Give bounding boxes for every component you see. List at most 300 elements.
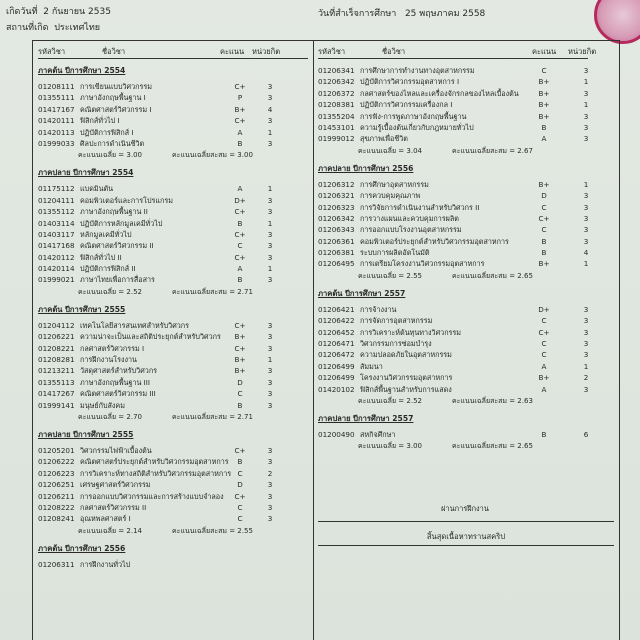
semester-title: ภาคปลาย ปีการศึกษา 2555: [38, 429, 134, 439]
end-rule-bottom: [318, 545, 614, 546]
course-code: 01355204: [318, 111, 355, 121]
gpa-line: [318, 440, 588, 452]
course-row: [318, 76, 588, 87]
credit-header: หน่วยกิต: [252, 47, 281, 56]
course-credit: 3: [267, 207, 273, 217]
course-grade: C+: [234, 320, 246, 330]
course-credit: 3: [267, 82, 273, 91]
cumulative-gpa: คะแนนเฉลี่ยสะสม = 2.71: [172, 287, 253, 296]
course-row: [38, 479, 308, 490]
course-credit: 1: [267, 264, 273, 274]
course-code: 01420102: [318, 384, 355, 394]
course-grade: P: [237, 93, 243, 103]
semester-gpa: คะแนนเฉลี่ย = 3.04: [358, 146, 422, 155]
semester-block: [38, 167, 308, 298]
course-credit: 3: [583, 350, 589, 360]
column-divider: [313, 40, 314, 640]
course-name: คอมพิวเตอร์และการโปรแกรม: [80, 195, 173, 205]
course-row: [38, 343, 308, 354]
course-row: [318, 202, 588, 213]
birth-place-value: ประเทศไทย: [54, 23, 101, 33]
name-header: ชื่อวิชา: [102, 47, 126, 56]
gpa-line: [38, 149, 308, 161]
course-row: [38, 468, 308, 479]
course-row: [38, 81, 308, 92]
course-row: [38, 263, 308, 274]
course-code: 01420114: [38, 264, 75, 274]
course-code: 01213211: [38, 366, 75, 376]
semester-block: [38, 65, 308, 161]
course-row: [38, 491, 308, 502]
course-credit: 3: [267, 138, 273, 148]
course-grade: B+: [538, 88, 550, 98]
course-name: แบดมินตัน: [80, 184, 114, 194]
course-row: [318, 88, 588, 99]
course-row: [38, 320, 308, 331]
course-name: ปฏิบัติการฟิสิกส์ I: [80, 127, 134, 137]
graduation-line: [318, 6, 485, 20]
course-credit: 3: [267, 445, 273, 455]
course-name: คณิตศาสตร์วิศวกรรม III: [80, 389, 156, 399]
course-credit: 1: [267, 184, 273, 194]
course-name: การจ้างงาน: [360, 304, 397, 314]
course-name: เทคโนโลยีสารสนเทศสำหรับวิศวกร: [80, 320, 190, 330]
course-credit: 6: [583, 429, 589, 439]
course-credit: 3: [267, 480, 273, 490]
course-grade: C: [237, 502, 243, 512]
semester-block: [38, 304, 308, 423]
course-credit: 3: [583, 134, 589, 144]
course-code: 01204111: [38, 195, 75, 205]
course-credit: 3: [267, 229, 273, 239]
course-credit: 1: [583, 361, 589, 371]
course-credit: 3: [267, 275, 273, 285]
course-code: 01206381: [318, 248, 355, 258]
course-row: [38, 365, 308, 376]
course-name: การวิเคราะห์ต้นทุนทางวิศวกรรม: [360, 327, 462, 337]
course-code: 01403114: [38, 218, 75, 228]
course-row: [38, 206, 308, 217]
course-grade: C+: [234, 82, 246, 91]
cumulative-gpa: คะแนนเฉลี่ยสะสม = 2.65: [452, 271, 533, 280]
course-name: สัมมนา: [360, 361, 383, 371]
course-grade: B: [237, 275, 243, 285]
course-name: สหกิจศึกษา: [360, 429, 396, 439]
semester-block: [318, 163, 588, 282]
course-name: ฟิสิกส์ทั่วไป II: [80, 252, 122, 262]
course-name: กลศาสตร์ของไหลและเครื่องจักรกลของไหลเบื้องต้น: [360, 88, 519, 98]
course-row: [38, 127, 308, 138]
course-grade: C: [541, 202, 547, 212]
course-credit: 3: [583, 304, 589, 314]
course-grade: B+: [234, 332, 246, 342]
course-grade: D: [237, 377, 243, 387]
course-credit: 1: [267, 218, 273, 228]
course-code: 01206251: [38, 480, 75, 490]
course-credit: 3: [267, 502, 273, 512]
cumulative-gpa: คะแนนเฉลี่ยสะสม = 2.63: [452, 396, 533, 405]
course-row: [318, 65, 588, 76]
course-name: ภาษาอังกฤษพื้นฐาน III: [80, 377, 151, 387]
course-grade: D: [541, 191, 547, 201]
course-row: [318, 111, 588, 122]
course-grade: B: [237, 457, 243, 467]
course-credit: 3: [267, 389, 273, 399]
course-credit: 3: [583, 236, 589, 246]
course-name: ปฏิบัติการวิศวกรรมอุตสาหการ I: [360, 77, 460, 87]
course-grade: C+: [234, 116, 246, 126]
course-credit: 3: [583, 327, 589, 337]
course-row: [38, 115, 308, 126]
course-grade: C: [237, 468, 243, 478]
course-name: ปฏิบัติการหลักมูลเคมีทั่วไป: [80, 218, 163, 228]
end-of-transcript: สิ้นสุดเนื้อหาทรานสคริป: [426, 532, 506, 541]
left-column: [38, 42, 308, 574]
course-credit: 1: [267, 355, 273, 365]
course-credit: 3: [267, 320, 273, 330]
semester-gpa: คะแนนเฉลี่ย = 2.70: [78, 412, 142, 421]
course-code: 01206499: [318, 373, 355, 383]
cumulative-gpa: คะแนนเฉลี่ยสะสม = 2.71: [172, 412, 253, 421]
course-row: [38, 456, 308, 467]
course-code: 01208222: [38, 502, 75, 512]
course-credit: 3: [267, 343, 273, 353]
course-code: 01206311: [38, 559, 75, 569]
course-code: 01355111: [38, 93, 75, 103]
semester-block: [38, 543, 308, 570]
course-grade: D+: [538, 304, 550, 314]
course-grade: C+: [234, 445, 246, 455]
course-credit: 1: [583, 179, 589, 189]
course-name: การศึกษาอุตสาหกรรม: [360, 179, 429, 189]
course-row: [318, 304, 588, 315]
course-name: คณิตศาสตร์ประยุกต์สำหรับวิศวกรรมอุตสาหการ: [80, 457, 229, 467]
course-row: [318, 224, 588, 235]
course-row: [38, 400, 308, 411]
code-header: รหัสวิชา: [318, 47, 346, 56]
left-column-header: [38, 42, 308, 59]
course-name: ปฏิบัติการวิศวกรรมเครื่องกล I: [360, 100, 453, 110]
course-name: โครงงานวิศวกรรมอุตสาหการ: [360, 373, 453, 383]
course-credit: 3: [267, 93, 273, 103]
course-row: [318, 179, 588, 190]
course-grade: C+: [234, 252, 246, 262]
course-code: 01206372: [318, 88, 355, 98]
course-code: 01206323: [318, 202, 355, 212]
course-name: วิศวกรรมการซ่อมบำรุง: [360, 339, 432, 349]
course-name: ศิลปะการดำเนินชีวิต: [80, 138, 145, 148]
course-row: [38, 229, 308, 240]
course-code: 01999012: [318, 134, 355, 144]
course-grade: B+: [234, 366, 246, 376]
grade-header: คะแนน: [532, 47, 557, 56]
course-credit: 3: [267, 514, 273, 524]
course-code: 01206321: [318, 191, 355, 201]
course-name: การวิเคราะห์ทางสถิติสำหรับวิศวกรรมอุตสาหการ: [80, 468, 232, 478]
course-name: กลศาสตร์วิศวกรรม I: [80, 343, 145, 353]
course-code: 01206495: [318, 259, 355, 269]
course-row: [38, 377, 308, 388]
course-grade: B+: [234, 355, 246, 365]
course-row: [318, 258, 588, 269]
course-code: 01204112: [38, 320, 75, 330]
course-code: 01999021: [38, 275, 75, 285]
course-row: [38, 240, 308, 251]
course-code: 01206361: [318, 236, 355, 246]
course-grade: C: [541, 225, 547, 235]
course-grade: C+: [538, 327, 550, 337]
end-rule: [318, 521, 614, 522]
gpa-line: [318, 145, 588, 157]
course-name: คอมพิวเตอร์ประยุกต์สำหรับวิศวกรรมอุตสาหการ: [360, 236, 509, 246]
course-code: 01355112: [38, 207, 75, 217]
course-row: [38, 274, 308, 285]
course-code: 01355113: [38, 377, 75, 387]
course-name: ฟิสิกส์พื้นฐานสำหรับการแสดง: [360, 384, 452, 394]
course-code: 01208381: [318, 100, 355, 110]
course-grade: C+: [538, 213, 550, 223]
course-name: ภาษาอังกฤษพื้นฐาน I: [80, 93, 146, 103]
course-credit: 3: [583, 225, 589, 235]
course-grade: C: [541, 66, 547, 75]
course-credit: 3: [267, 332, 273, 342]
course-credit: 3: [583, 339, 589, 349]
course-credit: 3: [267, 377, 273, 387]
course-credit: 3: [583, 202, 589, 212]
course-credit: 4: [583, 248, 589, 258]
course-grade: A: [541, 134, 547, 144]
course-grade: C+: [234, 491, 246, 501]
semester-title: ภาคปลาย ปีการศึกษา 2556: [318, 163, 414, 173]
course-name: ความรู้เบื้องต้นเกี่ยวกับกฎหมายทั่วไป: [360, 122, 474, 132]
course-name: ฟิสิกส์ทั่วไป I: [80, 116, 120, 126]
course-name: กลศาสตร์วิศวกรรม II: [80, 502, 147, 512]
course-code: 01420113: [38, 127, 75, 137]
course-code: 01175112: [38, 184, 75, 194]
course-grade: B+: [538, 111, 550, 121]
course-grade: B: [237, 400, 243, 410]
course-credit: 3: [583, 191, 589, 201]
course-code: 01206342: [318, 77, 355, 87]
semester-block: [38, 429, 308, 537]
course-code: 01208221: [38, 343, 75, 353]
course-code: 01206343: [318, 225, 355, 235]
course-name: การจัดการอุตสาหกรรม: [360, 316, 433, 326]
course-grade: B+: [538, 259, 550, 269]
course-credit: 3: [267, 195, 273, 205]
gpa-line: [38, 525, 308, 537]
course-credit: 1: [583, 100, 589, 110]
transcript-header: [0, 0, 640, 40]
gpa-line: [38, 411, 308, 423]
course-code: 01206312: [318, 179, 355, 189]
course-grade: B: [541, 429, 547, 439]
course-code: 01420112: [38, 252, 75, 262]
course-row: [318, 429, 588, 440]
course-grade: B: [541, 248, 547, 258]
cumulative-gpa: คะแนนเฉลี่ยสะสม = 3.00: [172, 151, 253, 160]
internship-note: ผ่านการฝึกงาน: [441, 504, 489, 513]
course-grade: C: [541, 339, 547, 349]
course-name: คณิตศาสตร์วิศวกรรม I: [80, 104, 152, 114]
name-header: ชื่อวิชา: [382, 47, 406, 56]
course-credit: 3: [583, 384, 589, 394]
course-row: [318, 327, 588, 338]
course-code: 01206342: [318, 213, 355, 223]
course-code: 01206211: [38, 491, 75, 501]
course-code: 01205201: [38, 445, 75, 455]
course-grade: B: [237, 218, 243, 228]
gpa-line: [38, 286, 308, 298]
course-name: การวางแผนและควบคุมการผลิต: [360, 213, 459, 223]
right-column-header: [318, 42, 597, 59]
course-code: 01206341: [318, 66, 355, 75]
course-credit: 3: [583, 111, 589, 121]
course-grade: A: [237, 264, 243, 274]
course-name: หลักมูลเคมีทั่วไป: [80, 229, 132, 239]
semester-gpa: คะแนนเฉลี่ย = 3.00: [78, 151, 142, 160]
course-credit: 3: [267, 366, 273, 376]
semester-gpa: คะแนนเฉลี่ย = 2.14: [78, 526, 142, 535]
semester-block: [318, 288, 588, 407]
course-grade: A: [237, 127, 243, 137]
course-row: [38, 513, 308, 524]
cumulative-gpa: คะแนนเฉลี่ยสะสม = 2.55: [172, 526, 253, 535]
semester-gpa: คะแนนเฉลี่ย = 2.55: [358, 271, 422, 280]
course-code: 01208241: [38, 514, 75, 524]
course-credit: 3: [583, 122, 589, 132]
course-code: 01999141: [38, 400, 75, 410]
graduation-value: 25 พฤษภาคม 2558: [404, 9, 486, 19]
course-row: [38, 92, 308, 103]
birth-place-line: [6, 20, 100, 34]
course-name: วัสดุศาสตร์สำหรับวิศวกร: [80, 366, 158, 376]
gpa-line: [318, 395, 588, 407]
course-row: [38, 195, 308, 206]
course-credit: 1: [583, 77, 589, 87]
course-row: [318, 349, 588, 360]
course-grade: B+: [538, 100, 550, 110]
course-row: [318, 122, 588, 133]
course-row: [38, 252, 308, 263]
course-credit: 1: [267, 127, 273, 137]
course-credit: 2: [583, 373, 589, 383]
course-grade: C: [541, 350, 547, 360]
course-row: [318, 372, 588, 383]
course-row: [38, 183, 308, 194]
course-name: ระบบการผลิตอัตโนมัติ: [360, 248, 430, 258]
course-code: 01206222: [38, 457, 75, 467]
course-code: 01208281: [38, 355, 75, 365]
course-name: ความน่าจะเป็นและสถิติประยุกต์สำหรับวิศวกร: [80, 332, 221, 342]
course-row: [38, 388, 308, 399]
course-grade: B+: [234, 104, 246, 114]
right-column: [318, 42, 597, 456]
course-row: [318, 361, 588, 372]
course-row: [318, 315, 588, 326]
semester-title: ภาคต้น ปีการศึกษา 2555: [38, 304, 126, 314]
course-row: [38, 502, 308, 513]
course-name: ความปลอดภัยในอุตสาหกรรม: [360, 350, 452, 360]
course-code: 01206421: [318, 304, 355, 314]
course-credit: 3: [267, 252, 273, 262]
course-credit: 3: [583, 316, 589, 326]
course-grade: C: [237, 514, 243, 524]
course-credit: 3: [267, 241, 273, 251]
course-grade: C+: [234, 343, 246, 353]
course-code: 01206221: [38, 332, 75, 342]
course-code: 01200490: [318, 429, 355, 439]
course-grade: D+: [234, 195, 246, 205]
course-credit: 3: [267, 400, 273, 410]
course-code: 01453101: [318, 122, 355, 132]
course-name: ปฏิบัติการฟิสิกส์ II: [80, 264, 136, 274]
course-name: เศรษฐศาสตร์วิศวกรรม: [80, 480, 151, 490]
course-grade: C: [237, 389, 243, 399]
course-name: วิศวกรรมไฟฟ้าเบื้องต้น: [80, 445, 152, 455]
course-row: [318, 384, 588, 395]
course-row: [318, 190, 588, 201]
semester-block: [318, 65, 588, 157]
course-row: [318, 99, 588, 110]
course-credit: 1: [583, 259, 589, 269]
course-code: 01208111: [38, 82, 75, 91]
course-code: 01206499: [318, 361, 355, 371]
course-code: 01206471: [318, 339, 355, 349]
course-grade: A: [541, 361, 547, 371]
course-name: การฟัง-การพูดภาษาอังกฤษพื้นฐาน: [360, 111, 467, 121]
course-grade: B: [541, 236, 547, 246]
course-grade: B: [541, 122, 547, 132]
course-name: การควบคุมคุณภาพ: [360, 191, 421, 201]
course-grade: C+: [234, 207, 246, 217]
course-credit: 4: [267, 104, 273, 114]
course-name: การศึกษาการทำงานทางอุตสาหกรรม: [360, 66, 475, 75]
course-grade: D: [237, 480, 243, 490]
course-name: การเขียนแบบวิศวกรรม: [80, 82, 152, 91]
semester-title: ภาคต้น ปีการศึกษา 2556: [38, 543, 126, 553]
course-credit: 3: [267, 491, 273, 501]
course-code: 01206472: [318, 350, 355, 360]
course-grade: C: [541, 316, 547, 326]
course-code: 01206452: [318, 327, 355, 337]
credit-header: หน่วยกิต: [568, 47, 597, 56]
course-name: สุขภาพเพื่อชีวิต: [360, 134, 408, 144]
course-name: ภาษาอังกฤษพื้นฐาน II: [80, 207, 148, 217]
course-row: [38, 354, 308, 365]
course-credit: 3: [267, 116, 273, 126]
course-name: การวิจัยการดำเนินงานสำหรับวิศวกร II: [360, 202, 480, 212]
cumulative-gpa: คะแนนเฉลี่ยสะสม = 2.67: [452, 146, 533, 155]
code-header: รหัสวิชา: [38, 47, 66, 56]
course-credit: 3: [583, 88, 589, 98]
course-name: การเตรียมโครงงานวิศวกรรมอุตสาหการ: [360, 259, 485, 269]
birth-date-line: [6, 4, 111, 18]
course-row: [318, 338, 588, 349]
course-grade: C+: [234, 229, 246, 239]
course-code: 01206223: [38, 468, 75, 478]
semester-title: ภาคปลาย ปีการศึกษา 2557: [318, 413, 414, 423]
cumulative-gpa: คะแนนเฉลี่ยสะสม = 2.65: [452, 442, 533, 451]
course-credit: 3: [267, 457, 273, 467]
semester-title: ภาคปลาย ปีการศึกษา 2554: [38, 168, 134, 178]
course-grade: A: [237, 184, 243, 194]
course-credit: 3: [583, 66, 589, 75]
semester-block: [318, 413, 588, 452]
course-grade: B+: [538, 77, 550, 87]
semester-gpa: คะแนนเฉลี่ย = 3.00: [358, 442, 422, 451]
birth-date-value: 2 กันยายน 2535: [43, 7, 111, 17]
